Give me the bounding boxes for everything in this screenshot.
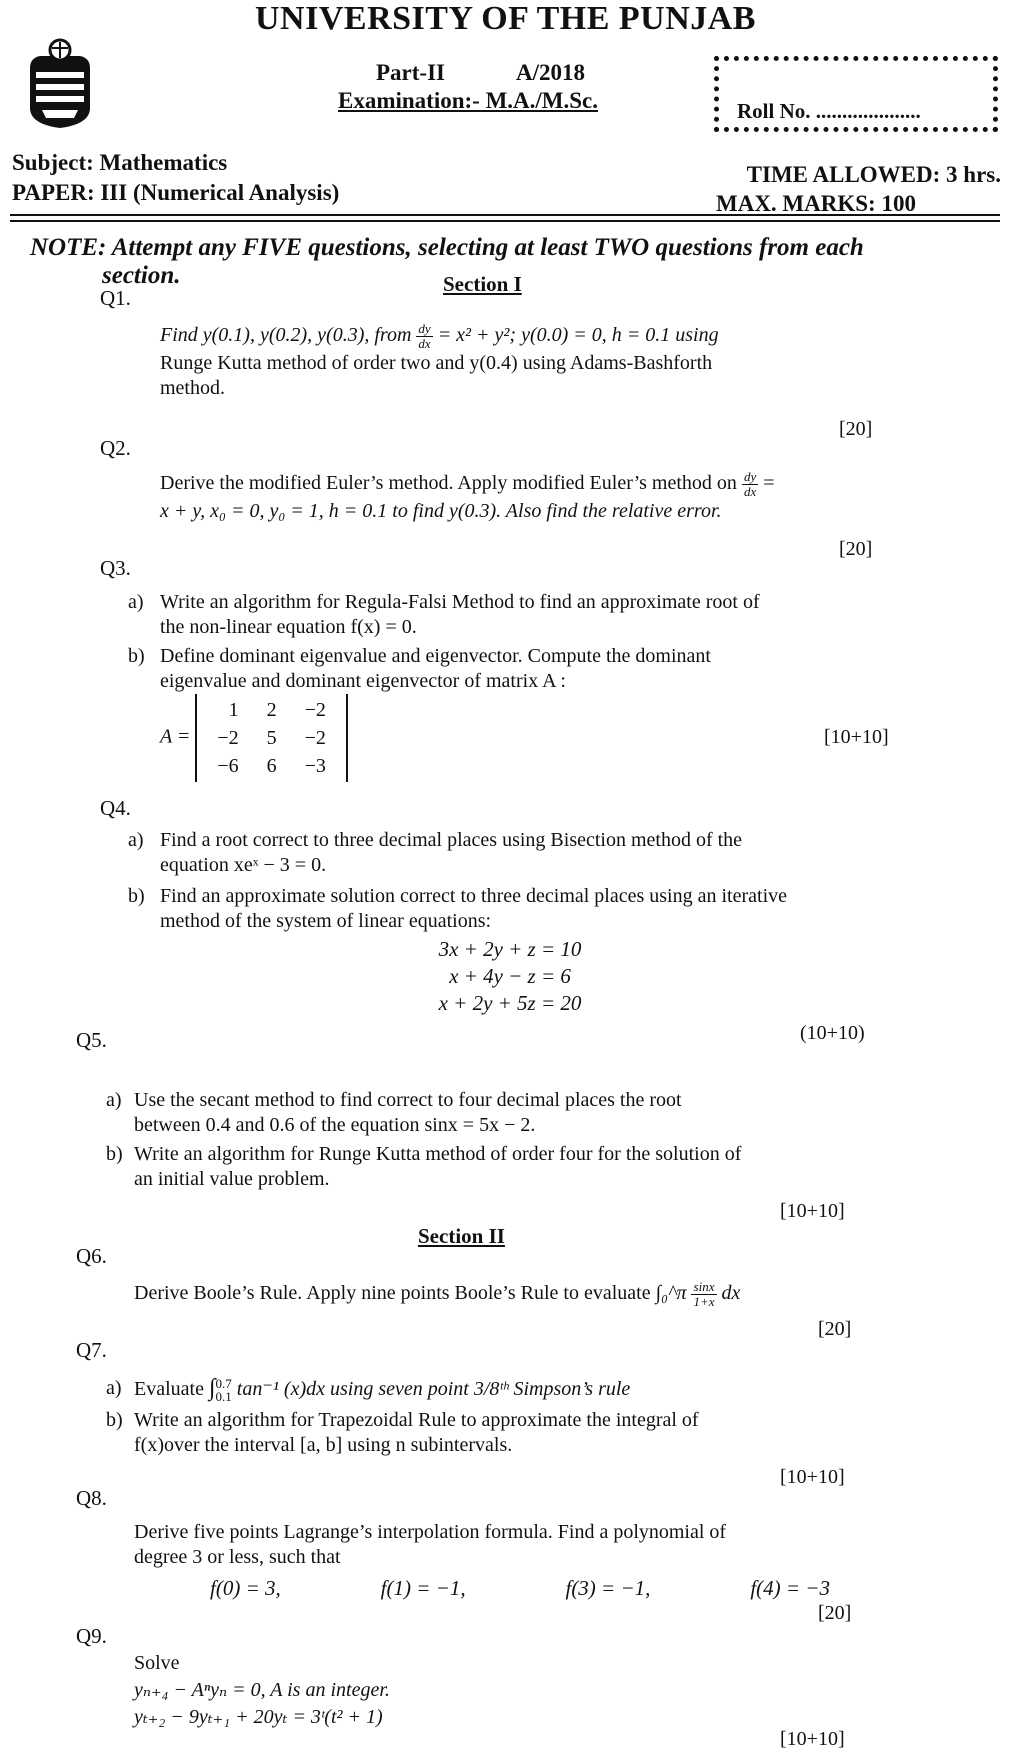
q4b-text: Find an approximate solution correct to three decimal places using an iterative method of the system of linear equations: bbox=[160, 885, 788, 932]
q9-text: Solve yₙ₊₄ − Aⁿyₙ = 0, A is an integer. yₜ₊₂ − 9yₜ₊₁ + 20yₜ = 3ᵗ(t² + 1) bbox=[134, 1652, 390, 1728]
university-title: UNIVERSITY OF THE PUNJAB bbox=[255, 0, 756, 37]
q4a-marker: a) bbox=[128, 829, 144, 851]
section-2-heading: Section II bbox=[418, 1224, 505, 1248]
q8-label: Q8. bbox=[76, 1486, 107, 1510]
matrix-label: A = bbox=[160, 725, 191, 748]
q8-conditions: f(0) = 3, f(1) = −1, f(3) = −1, f(4) = −3 bbox=[210, 1576, 830, 1600]
max-marks: MAX. MARKS: 100 bbox=[716, 191, 916, 216]
q1-text bbox=[160, 322, 880, 401]
q7a-text: Evaluate ∫ 0.7 0.1 tan⁻¹ (x)dx using seven point 3/8ᵗʰ Simpson’s rule bbox=[134, 1375, 631, 1405]
examination-name: Examination:- M.A./M.Sc. bbox=[338, 88, 599, 113]
q3a-text: Write an algorithm for Regula-Falsi Method to find an approximate root of the non-linear equation f(x) = 0. bbox=[160, 591, 760, 638]
q1-line-3: method. bbox=[160, 377, 225, 399]
university-crest-icon bbox=[22, 38, 98, 130]
q7-label: Q7. bbox=[76, 1338, 107, 1362]
exam-part: Part-II bbox=[376, 60, 445, 85]
q2-label: Q2. bbox=[100, 436, 131, 460]
q2-text: Derive the modified Euler’s method. Apply modified Euler’s method on $\frac{dy}{dx}$ = x + y, x₀ = 0, y₀ = 1, h = 0.1 to find y(0.3). Also find the relative error. bbox=[160, 470, 880, 524]
q4-label: Q4. bbox=[100, 796, 131, 820]
header-divider bbox=[10, 214, 1000, 216]
roll-number-label: Roll No. .................... bbox=[737, 99, 921, 123]
q4-equations: 3x + 2y + z = 10 x + 4y − z = 6 x + 2y + 5z = 20 bbox=[438, 937, 582, 1015]
q2-line-1: Derive the modified Euler’s method. Apply modified Euler’s method on bbox=[160, 472, 737, 495]
q5a-marker: a) bbox=[106, 1089, 122, 1111]
q4a-text: Find a root correct to three decimal places using Bisection method of the equation xeˣ − 3 = 0. bbox=[160, 829, 743, 876]
q9-marks: [10+10] bbox=[780, 1728, 845, 1750]
q2-marks: [20] bbox=[839, 538, 873, 560]
q3b-text: Define dominant eigenvalue and eigenvector. Compute the dominant eigenvalue and dominant eigenvector of matrix A : bbox=[160, 645, 711, 692]
q3-matrix-block bbox=[160, 694, 348, 782]
time-allowed: TIME ALLOWED: 3 hrs. bbox=[746, 162, 1001, 187]
q7-marks: [10+10] bbox=[780, 1466, 845, 1488]
subject-label: Subject: Mathematics bbox=[12, 150, 228, 175]
q5-marks: [10+10] bbox=[780, 1200, 845, 1222]
q1-line-1b: = x² + y²; y(0.0) = 0, h = 0.1 using bbox=[437, 324, 719, 347]
q6-text: Derive Boole’s Rule. Apply nine points Boole’s Rule to evaluate ∫₀^π $\frac{\sin x}{1+x}$ dx bbox=[134, 1279, 741, 1309]
q2-line-2: x + y, x₀ = 0, y₀ = 1, h = 0.1 to find y(0.3). Also find the relative error. bbox=[160, 500, 722, 522]
roll-number-box bbox=[714, 56, 998, 132]
section-1-heading: Section I bbox=[443, 272, 522, 296]
q6-integral: ∫₀^π bbox=[655, 1282, 687, 1305]
q8-marks: [20] bbox=[818, 1602, 852, 1624]
q7b-marker: b) bbox=[106, 1409, 123, 1431]
q1-marks: [20] bbox=[839, 418, 873, 440]
q9-label: Q9. bbox=[76, 1624, 107, 1648]
q5-label: Q5. bbox=[76, 1028, 107, 1052]
note-line-2: section. bbox=[102, 262, 181, 289]
note-line-1: NOTE: Attempt any FIVE questions, selecting at least TWO questions from each bbox=[30, 234, 864, 261]
q7b-text: Write an algorithm for Trapezoidal Rule to approximate the integral of f(x)over the interval [a, b] using n subintervals. bbox=[134, 1409, 699, 1456]
q1-line-1a: Find y(0.1), y(0.2), y(0.3), from bbox=[160, 324, 412, 347]
q1-derivative: $\frac{dy}{dx}$ bbox=[418, 321, 431, 351]
q6-marks: [20] bbox=[818, 1318, 852, 1340]
q7a-marker: a) bbox=[106, 1377, 122, 1399]
exam-year: A/2018 bbox=[516, 60, 585, 85]
q1-label: Q1. bbox=[100, 286, 131, 310]
q6-fraction: $\frac{\sin x}{1+x}$ bbox=[693, 1279, 715, 1309]
q1-line-2: Runge Kutta method of order two and y(0.4) using Adams-Bashforth bbox=[160, 352, 713, 374]
q6-label: Q6. bbox=[76, 1244, 107, 1268]
q5b-text: Write an algorithm for Runge Kutta method of order four for the solution of an initial value problem. bbox=[134, 1143, 742, 1190]
q3b-marker: b) bbox=[128, 645, 145, 667]
q3a-marker: a) bbox=[128, 591, 144, 613]
q5b-marker: b) bbox=[106, 1143, 123, 1165]
q5a-text: Use the secant method to find correct to four decimal places the root between 0.4 and 0.6 of the equation sinx = 5x − 2. bbox=[134, 1089, 682, 1136]
paper-label: PAPER: III (Numerical Analysis) bbox=[12, 180, 340, 205]
q2-derivative: $\frac{dy}{dx}$ bbox=[743, 469, 757, 499]
q8-text: Derive five points Lagrange’s interpolation formula. Find a polynomial of degree 3 or less, such that bbox=[134, 1521, 727, 1568]
q3-marks: [10+10] bbox=[824, 726, 889, 748]
header-divider-2 bbox=[10, 220, 1000, 222]
q4b-marker: b) bbox=[128, 885, 145, 907]
q5-marks-top: (10+10) bbox=[800, 1022, 865, 1044]
q3-label: Q3. bbox=[100, 556, 131, 580]
matrix-a: 1 2 −2 −2 5 −2 −6 6 −3 bbox=[195, 694, 348, 782]
